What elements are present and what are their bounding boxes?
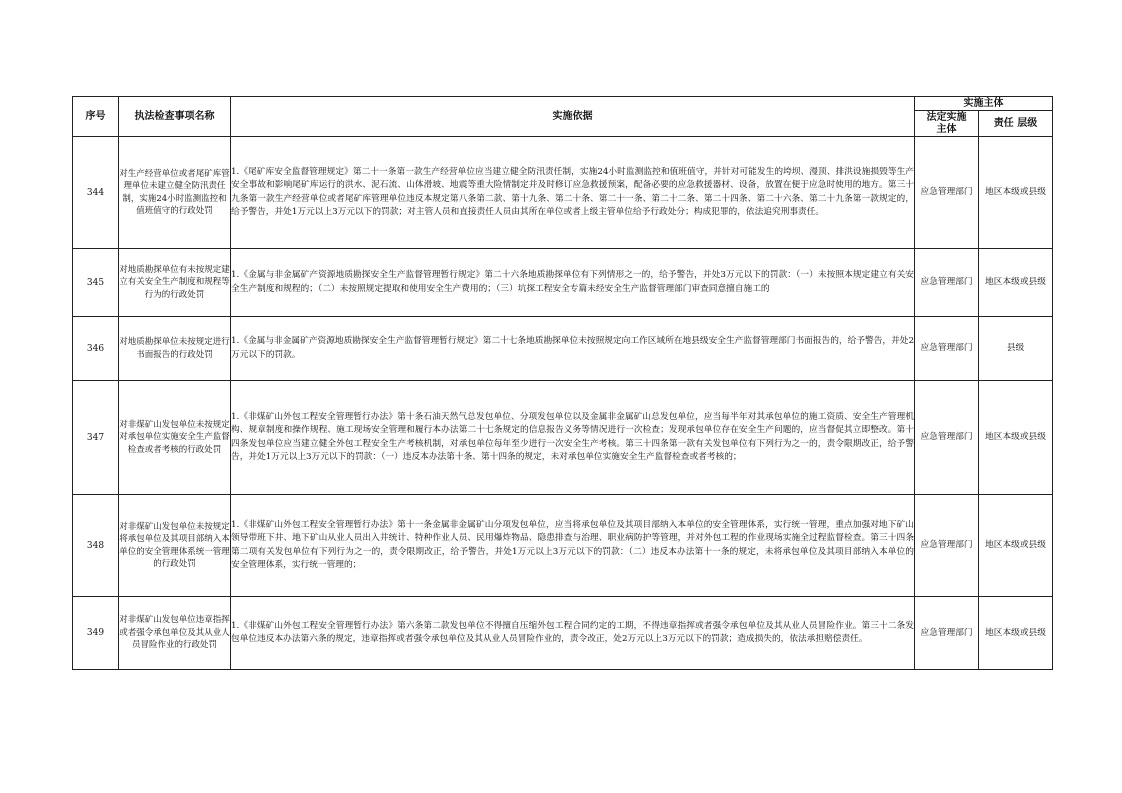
- header-legal-subject: 法定实施主体: [915, 111, 979, 137]
- row-seq: 347: [73, 381, 119, 495]
- row-item: 对非煤矿山发包单位违章指挥或者强令承包单位及其从业人员冒险作业的行政处罚: [119, 597, 231, 670]
- row-basis: 1.《金属与非金属矿产资源地质勘探安全生产监督管理暂行规定》第二十六条地质勘探单位有下列情形之一的，给予警告，并处3万元以下的罚款：（一）未按照本规定建立有关安全生产制度和规程的；（二）未按照规定提取和使用安全生产费用的；（三）坑探工程安全专篇未经安全生产监督管理部门审查同意擅自施工的: [231, 249, 915, 317]
- header-subject-group: 实施主体: [915, 97, 1053, 111]
- row-seq: 345: [73, 249, 119, 317]
- row-seq: 346: [73, 317, 119, 381]
- header-item: 执法检查事项名称: [119, 97, 231, 137]
- row-level: 地区本级或县级: [979, 381, 1053, 495]
- row-basis: 1.《尾矿库安全监督管理规定》第二十一条第一款生产经营单位应当建立健全防汛责任制，实施24小时监测监控和值班值守，并针对可能发生的垮坝、漫顶、排洪设施损毁等生产安全事故和影响尾矿库运行的洪水、泥石流、山体滑坡、地震等重大险情制定并及时修订应急救援预案，配备必要的应急救援器材、设备，放置在便于应急时使用的地方。第三十九条第一款生产经营单位或者尾矿库管理单位违反本规定第八条第二款、第十九条、第二十条、第二十一条、第二十二条、第二十四条、第二十六条、第二十九条第一款规定的，给予警告，并处1万元以上3万元以下的罚款；对主管人员和直接责任人员由其所在单位或者上级主管单位给予行政处分；构成犯罪的，依法追究刑事责任。: [231, 137, 915, 249]
- row-basis: 1.《金属与非金属矿产资源地质勘探安全生产监督管理暂行规定》第二十七条地质勘探单位未按照规定向工作区域所在地县级安全生产监督管理部门书面报告的，给予警告，并处2万元以下的罚款。: [231, 317, 915, 381]
- row-subject: 应急管理部门: [915, 249, 979, 317]
- row-level: 地区本级或县级: [979, 249, 1053, 317]
- row-item: 对地质勘探单位未按规定进行书面报告的行政处罚: [119, 317, 231, 381]
- row-subject: 应急管理部门: [915, 317, 979, 381]
- row-seq: 349: [73, 597, 119, 670]
- header-responsibility-level: 责任 层级: [979, 111, 1053, 137]
- header-seq: 序号: [73, 97, 119, 137]
- row-seq: 348: [73, 495, 119, 597]
- row-item: 对非煤矿山发包单位未按规定将承包单位及其项目部纳入本单位的安全管理体系统一管理的行政处罚: [119, 495, 231, 597]
- table-row: [73, 495, 1053, 597]
- row-subject: 应急管理部门: [915, 137, 979, 249]
- table-row: [73, 597, 1053, 670]
- row-level: 地区本级或县级: [979, 137, 1053, 249]
- row-level: 县级: [979, 317, 1053, 381]
- row-item: 对非煤矿山发包单位未按规定对承包单位实施安全生产监督检查或者考核的行政处罚: [119, 381, 231, 495]
- table-row: [73, 381, 1053, 495]
- table-row: [73, 317, 1053, 381]
- row-basis: 1.《非煤矿山外包工程安全管理暂行办法》第十条石油天然气总发包单位、分项发包单位以及金属非金属矿山总发包单位，应当每半年对其承包单位的施工资质、安全生产管理机构、规章制度和操作规程、施工现场安全管理和履行本办法第二十七条规定的信息报告义务等情况进行一次检查；发现承包单位存在安全生产问题的，应当督促其立即整改。第十四条发包单位应当建立健全外包工程安全生产考核机制，对承包单位每年至少进行一次安全生产考核。第三十四条第一款有关发包单位有下列行为之一的，责令限期改正，给予警告，并处1万元以上3万元以下的罚款：（一）违反本办法第十条、第十四条的规定，未对承包单位实施安全生产监督检查或者考核的；: [231, 381, 915, 495]
- enforcement-table: [72, 96, 1053, 670]
- row-item: 对生产经营单位或者尾矿库管理单位未建立健全防汛责任制，实施24小时监测监控和值班值守的行政处罚: [119, 137, 231, 249]
- row-basis: 1.《非煤矿山外包工程安全管理暂行办法》第十一条金属非金属矿山分项发包单位，应当将承包单位及其项目部纳入本单位的安全管理体系，实行统一管理，重点加强对地下矿山领导带班下井、地下矿山从业人员出入井统计、特种作业人员、民用爆炸物品、隐患排查与治理、职业病防护等管理，并对外包工程的作业现场实施全过程监督检查。第三十四条第二项有关发包单位有下列行为之一的，责令限期改正，给予警告，并处1万元以上3万元以下的罚款：（二）违反本办法第十一条的规定，未将承包单位及其项目部纳入本单位的安全管理体系，实行统一管理的；: [231, 495, 915, 597]
- header-basis: 实施依据: [231, 97, 915, 137]
- row-item: 对地质勘探单位有未按规定建立有关安全生产制度和规程等行为的行政处罚: [119, 249, 231, 317]
- table-row: [73, 249, 1053, 317]
- row-subject: 应急管理部门: [915, 597, 979, 670]
- row-subject: 应急管理部门: [915, 381, 979, 495]
- row-level: 地区本级或县级: [979, 597, 1053, 670]
- row-seq: 344: [73, 137, 119, 249]
- table-row: [73, 137, 1053, 249]
- row-subject: 应急管理部门: [915, 495, 979, 597]
- row-level: 地区本级或县级: [979, 495, 1053, 597]
- row-basis: 1.《非煤矿山外包工程安全管理暂行办法》第六条第二款发包单位不得擅自压缩外包工程合同约定的工期，不得违章指挥或者强令承包单位及其从业人员冒险作业。第三十二条发包单位违反本办法第六条的规定，违章指挥或者强令承包单位及其从业人员冒险作业的，责令改正，处2万元以上3万元以下的罚款；造成损失的，依法承担赔偿责任。: [231, 597, 915, 670]
